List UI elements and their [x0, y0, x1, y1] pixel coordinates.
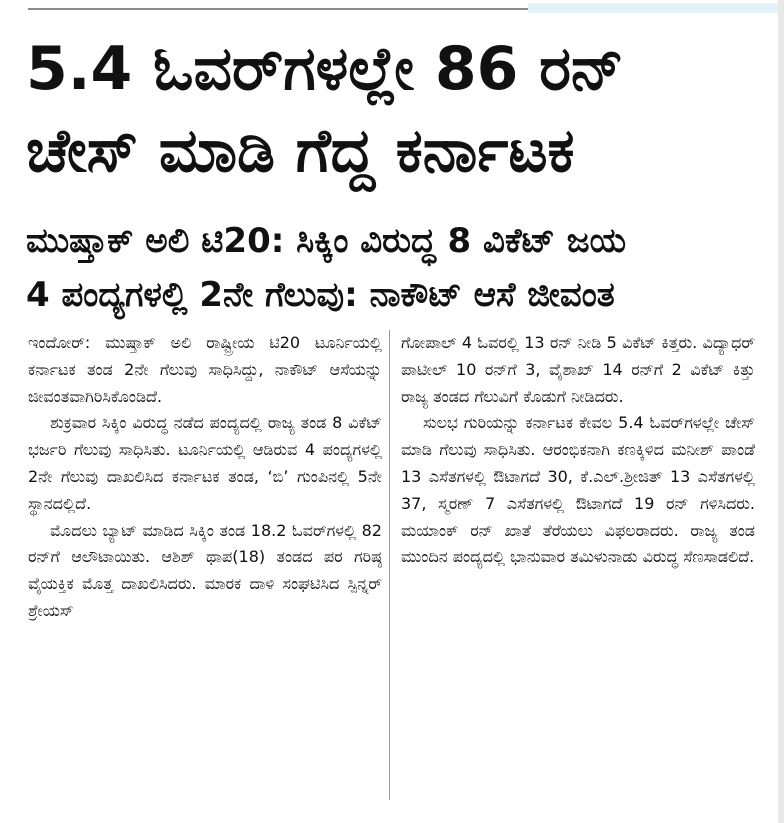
- paragraph: ಶುಕ್ರವಾರ ಸಿಕ್ಕಿಂ ವಿರುದ್ಧ ನಡೆದ ಪಂದ್ಯದಲ್ಲಿ ರಾಜ್ಯ ತಂಡ 8 ವಿಕೆಟ್ ಭರ್ಜರಿ ಗೆಲುವು ಸಾಧಿಸಿತು. ಟೂರ್ನಿಯಲ್ಲಿ ಆಡಿರುವ 4 ಪಂದ್ಯಗಳಲ್ಲಿ 2ನೇ ಗೆಲುವು ದಾಖಲಿಸಿದ ಕರ್ನಾಟಕ ತಂಡ, ‘ಬಿ’ ಗುಂಪಿನಲ್ಲಿ 5ನೇ ಸ್ಥಾನದಲ್ಲಿದೆ.: [28, 413, 382, 513]
- column-divider: [389, 330, 390, 800]
- headline-line-2: ಚೇಸ್ ಮಾಡಿ ಗೆದ್ದ ಕರ್ನಾಟಕ: [26, 116, 575, 186]
- top-color-strip: [528, 3, 784, 13]
- paragraph: ಸುಲಭ ಗುರಿಯನ್ನು ಕರ್ನಾಟಕ ಕೇವಲ 5.4 ಓವರ್‌ಗಳಲ್ಲೇ ಚೇಸ್ ಮಾಡಿ ಗೆಲುವು ಸಾಧಿಸಿತು. ಆರಂಭಿಕನಾಗಿ ಕಣಕ್ಕಿಳಿದ ಮನೀಶ್ ಪಾಂಡೆ 13 ಎಸೆತಗಳಲ್ಲಿ ಔಟಾಗದೆ 30, ಕೆ.ಎಲ್.ಶ್ರೀಜಿತ್ 13 ಎಸೆತಗಳಲ್ಲಿ 37, ಸ್ಮರಣ್ 7 ಎಸೆತಗಳಲ್ಲಿ ಔಟಾಗದೆ 19 ರನ್ ಗಳಿಸಿದರು. ಮಯಾಂಕ್ ರನ್ ಖಾತೆ ತೆರೆಯಲು ವಿಫಲರಾದರು. ರಾಜ್ಯ ತಂಡ ಮುಂದಿನ ಪಂದ್ಯದಲ್ಲಿ ಭಾನುವಾರ ತಮಿಳುನಾಡು ವಿರುದ್ಧ ಸೆಣಸಾಡಲಿದೆ.: [401, 413, 755, 567]
- top-rule: [28, 8, 528, 10]
- subheadline-1: ಮುಷ್ತಾಕ್ ಅಲಿ ಟಿ20: ಸಿಕ್ಕಿಂ ವಿರುದ್ಧ 8 ವಿಕೆಟ್ ಜಯ: [26, 221, 627, 261]
- right-column: [401, 330, 755, 800]
- paragraph: ಮೊದಲು ಬ್ಯಾಟ್ ಮಾಡಿದ ಸಿಕ್ಕಿಂ ತಂಡ 18.2 ಓವರ್‌ಗಳಲ್ಲಿ 82 ರನ್‌ಗೆ ಆಲೌಟಾಯಿತು. ಆಶಿಶ್ ಥಾಪ(18) ತಂಡದ ಪರ ಗರಿಷ್ಠ ವೈಯಕ್ತಿಕ ಮೊತ್ತ ದಾಖಲಿಸಿದರು. ಮಾರಕ ದಾಳಿ ಸಂಘಟಿಸಿದ ಸ್ಪಿನ್ನರ್ ಶ್ರೇಯಸ್: [28, 520, 382, 620]
- headline-line-1: 5.4 ಓವರ್‌ಗಳಲ್ಲೇ 86 ರನ್: [26, 34, 624, 104]
- page-edge: [778, 0, 784, 823]
- subheadline-2: 4 ಪಂದ್ಯಗಳಲ್ಲಿ 2ನೇ ಗೆಲುವು: ನಾಕೌಟ್ ಆಸೆ ಜೀವಂತ: [26, 275, 615, 315]
- paragraph: ಇಂದೋರ್: ಮುಷ್ತಾಕ್ ಅಲಿ ರಾಷ್ಟ್ರೀಯ ಟಿ20 ಟೂರ್ನಿಯಲ್ಲಿ ಕರ್ನಾಟಕ ತಂಡ 2ನೇ ಗೆಲುವು ಸಾಧಿಸಿದ್ದು, ನಾಕೌಟ್ ಆಸೆಯನ್ನು ಜೀವಂತವಾಗಿರಿಸಿಕೊಂಡಿದೆ.: [28, 333, 382, 406]
- left-column: [28, 330, 382, 800]
- paragraph: ಗೋಪಾಲ್ 4 ಓವರಲ್ಲಿ 13 ರನ್ ನೀಡಿ 5 ವಿಕೆಟ್ ಕಿತ್ತರು. ವಿದ್ಯಾಧರ್ ಪಾಟೀಲ್ 10 ರನ್‌ಗೆ 3, ವೈಶಾಖ್ 14 ರನ್‌ಗೆ 2 ವಿಕೆಟ್ ಕಿತ್ತು ರಾಜ್ಯ ತಂಡದ ಗೆಲುವಿಗೆ ಕೊಡುಗೆ ನೀಡಿದರು.: [401, 333, 755, 406]
